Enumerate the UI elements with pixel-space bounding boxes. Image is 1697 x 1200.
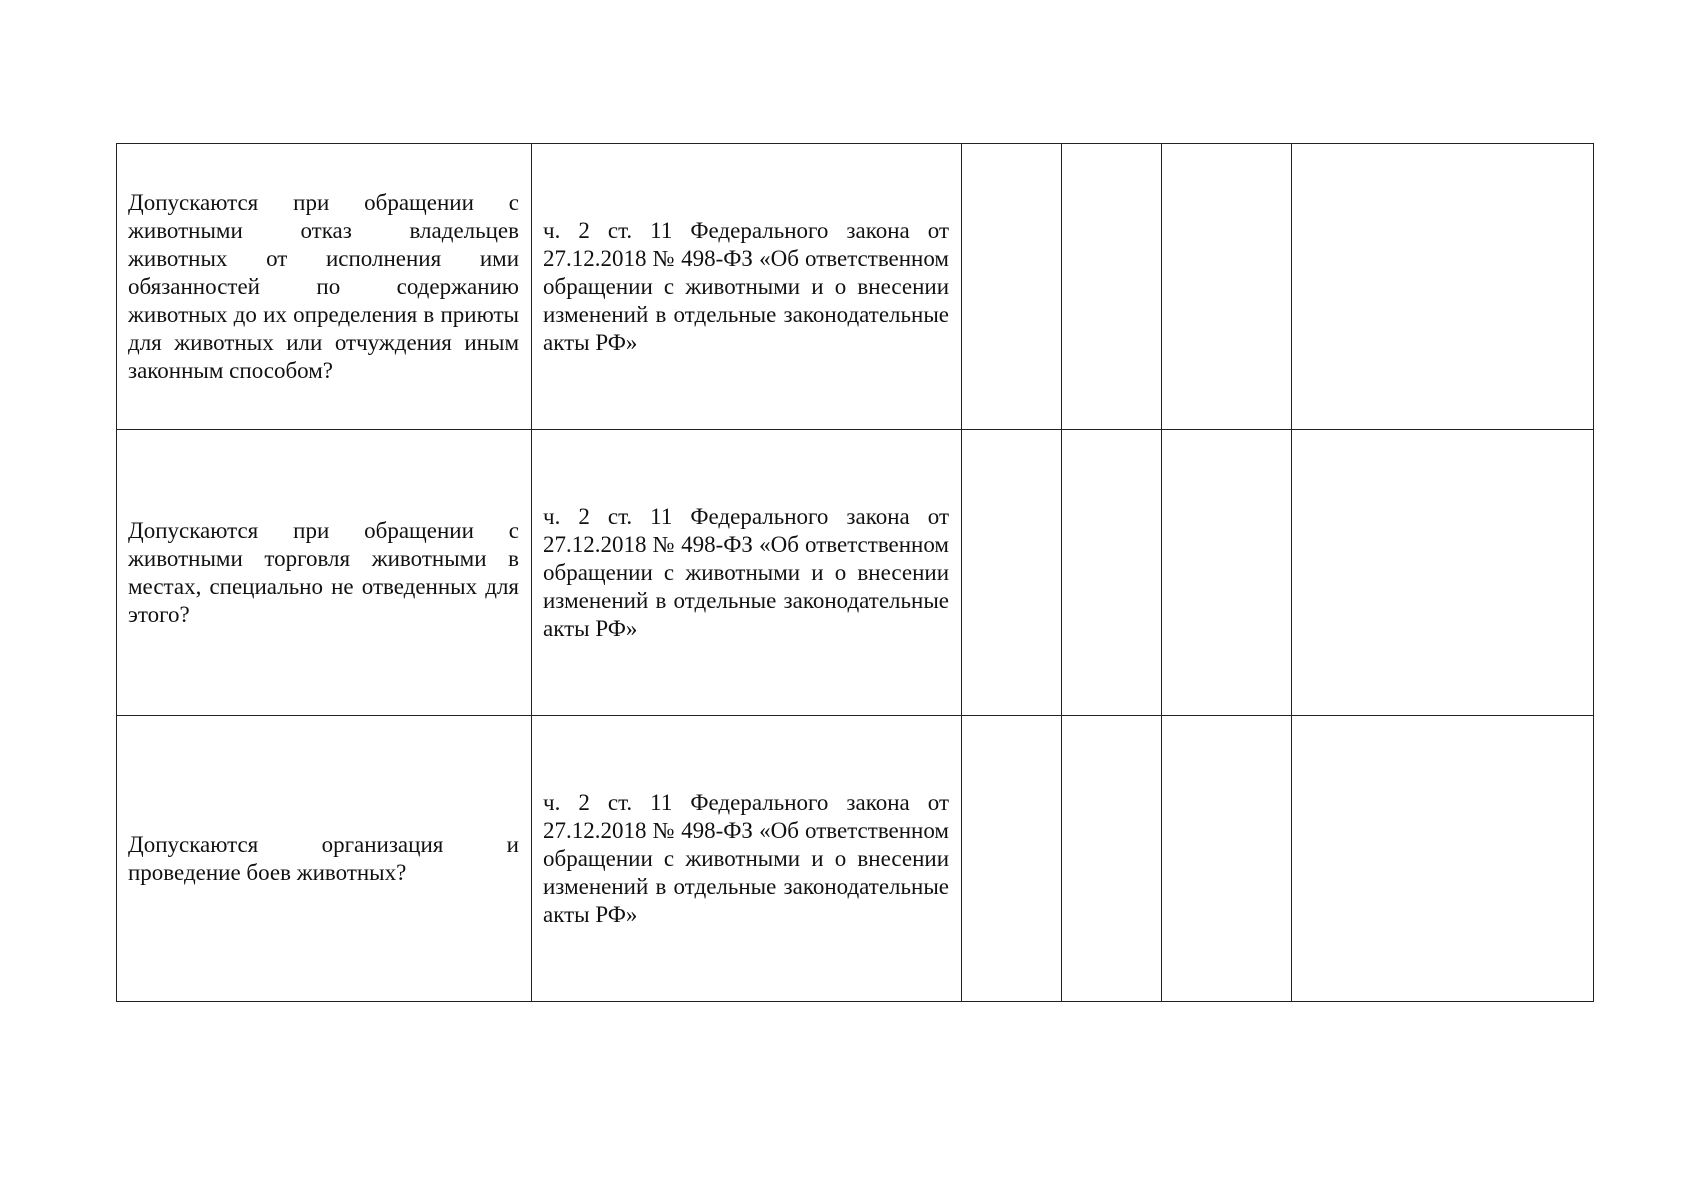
answer-no-cell xyxy=(1062,430,1162,716)
answer-not-applicable-cell xyxy=(1162,144,1292,430)
note-cell xyxy=(1292,144,1594,430)
note-cell xyxy=(1292,430,1594,716)
legal-reference-cell: ч. 2 ст. 11 Федерального закона от 27.12.2018 № 498-ФЗ «Об ответственном обращении с животными и о внесении изменений в отдельные законодательные акты РФ» xyxy=(532,430,962,716)
answer-yes-cell xyxy=(962,716,1062,1002)
legal-reference-cell: ч. 2 ст. 11 Федерального закона от 27.12.2018 № 498-ФЗ «Об ответственном обращении с животными и о внесении изменений в отдельные законодательные акты РФ» xyxy=(532,144,962,430)
note-cell xyxy=(1292,716,1594,1002)
answer-yes-cell xyxy=(962,430,1062,716)
answer-no-cell xyxy=(1062,144,1162,430)
answer-not-applicable-cell xyxy=(1162,716,1292,1002)
answer-not-applicable-cell xyxy=(1162,430,1292,716)
answer-yes-cell xyxy=(962,144,1062,430)
table-row xyxy=(117,716,1594,1002)
question-cell: Допускаются при обращении с животными торговля животными в местах, специально не отведенных для этого? xyxy=(117,430,532,716)
table-row xyxy=(117,430,1594,716)
legal-reference-cell: ч. 2 ст. 11 Федерального закона от 27.12.2018 № 498-ФЗ «Об ответственном обращении с животными и о внесении изменений в отдельные законодательные акты РФ» xyxy=(532,716,962,1002)
answer-no-cell xyxy=(1062,716,1162,1002)
checklist-table xyxy=(116,143,1594,1002)
table-row xyxy=(117,144,1594,430)
question-cell: Допускаются при обращении с животными отказ владельцев животных от исполнения ими обязанностей по содержанию животных до их определения в приюты для животных или отчуждения иным законным способом? xyxy=(117,144,532,430)
question-cell: Допускаются организация и проведение боев животных? xyxy=(117,716,532,1002)
